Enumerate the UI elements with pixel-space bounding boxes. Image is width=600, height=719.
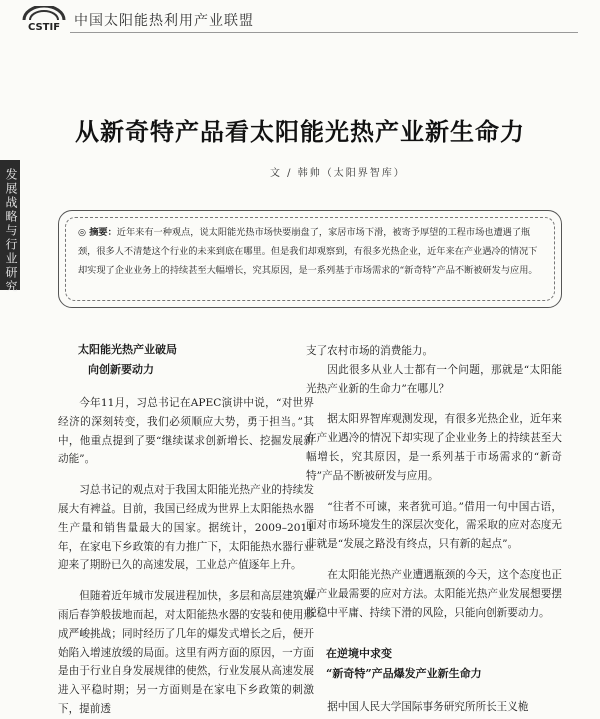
left-paragraph-3: 但随着近年城市发展进程加快，多层和高层建筑如雨后春笋般拔地而起，对太阳能热水器的安装和使用形成严峻挑战；同时经历了几年的爆发式增长之后，便开始陷入增速放缓的局面。这里有两方面的原因，一方面是由于行业自身发展规律的使然，行业发展从高速发展进入平稳时期；另一方面则是在家电下乡政策的刺激下，提前透 <box>58 590 314 715</box>
right-paragraph-4: 在太阳能光热产业遭遇瓶颈的今天，这个态度也正是产业最需要的应对方法。太阳能光热产业发展想要摆脱稳中平庸、持续下滑的风险，只能向创新要动力。 <box>306 568 562 619</box>
org-name: 中国太阳能热利用产业联盟 <box>74 13 254 29</box>
alliance-logo <box>20 6 68 32</box>
article-byline: 文 / 韩帅（太阳界智库） <box>270 168 406 179</box>
left-column <box>58 340 314 719</box>
section-side-tab <box>0 160 20 294</box>
right-subheading-line1: 在逆境中求变 <box>326 647 392 661</box>
left-subheading-line1: 太阳能光热产业破局 <box>78 343 177 356</box>
left-paragraph-2: 习总书记的观点对于我国太阳能光热产业的持续发展大有裨益。目前，我国已经成为世界上太阳能热水器生产量和销售量最大的国家。据统计，2009–2011年，在家电下乡政策的有力推广下，太阳能热水器行业迎来了期盼已久的高速发展，工业总产值逐年上升。 <box>58 484 314 572</box>
abstract-label: ◎ 摘要： <box>78 227 117 238</box>
left-subheading <box>58 340 314 380</box>
right-subheading <box>306 644 562 684</box>
header-divider <box>70 32 578 33</box>
left-paragraph-1: 今年11月，习总书记在APEC演讲中说，“对世界经济的深刻转变，我们必须顺应大势，勇于担当。”其中，他重点提到了要“继续谋求创新增长、挖掘发展新动能”。 <box>58 397 314 466</box>
abstract-box <box>58 210 562 308</box>
article-title: 从新奇特产品看太阳能光热产业新生命力 <box>75 117 525 146</box>
right-paragraph-0: 支了农村市场的消费能力。 <box>306 345 434 357</box>
right-paragraph-2: 据太阳界智库观测发现，有很多光热企业，近年来在产业遇冷的情况下却实现了企业业务上的持续甚至大幅增长，究其原因，是一系列基于市场需求的“新奇特”产品不断被研发与应用。 <box>306 413 562 482</box>
right-subheading-line2: “新奇特”产品爆发产业新生命力 <box>326 667 482 681</box>
left-subheading-line2: 向创新要动力 <box>88 363 154 376</box>
side-tab-label: 发展战略与行业研究 <box>4 168 18 294</box>
right-paragraph-5: 据中国人民大学国际事务研究所所长王义桅 <box>327 701 529 714</box>
abstract-text: 近年来有一种观点，说太阳能光热市场快要崩盘了，家居市场下滑，被寄予厚望的工程市场也遭遇了瓶颈，很多人不清楚这个行业的未来到底在哪里。但是我们却观察到，有很多光热企业，近年来在产业遇冷的情况下却实现了企业业务上的持续甚至大幅增长，究其原因，是一系列基于市场需求的“新奇特”产品不断被研发与应用。 <box>78 227 538 276</box>
right-paragraph-3: “往者不可谏，来者犹可追。”借用一句中国古语，面对市场环境发生的深层次变化，需采取的应对态度无非就是“发展之路没有终点，只有新的起点”。 <box>306 500 562 551</box>
right-column <box>306 342 562 717</box>
right-paragraph-1: 因此很多从业人士都有一个问题，那就是“太阳能光热产业新的生命力”在哪儿？ <box>306 363 562 395</box>
logo-text: CSTIF <box>27 22 61 32</box>
abstract-inner <box>65 217 555 301</box>
